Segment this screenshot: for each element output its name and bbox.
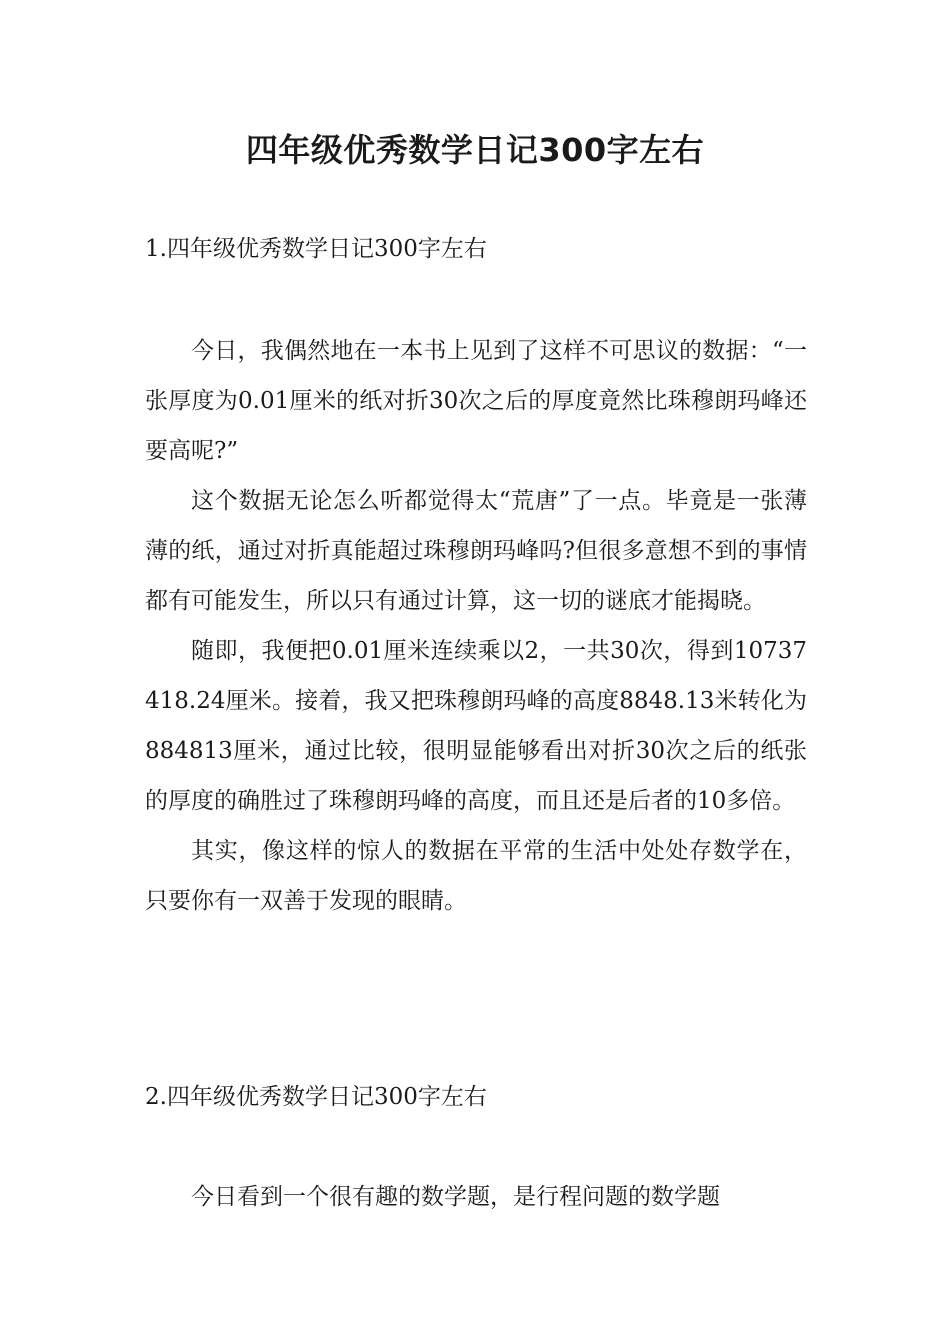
paragraph: 这个数据无论怎么听都觉得太“荒唐”了一点。毕竟是一张薄薄的纸，通过对折真能超过珠穆朗玛峰吗?但很多意想不到的事情都有可能发生，所以只有通过计算，这一切的谜底才能揭晓。 [145,488,807,614]
section-heading-1: 1.四年级优秀数学日记300字左右 [145,236,487,262]
section-body-2 [145,1172,807,1222]
paragraph: 随即，我便把0.01厘米连续乘以2，一共30次，得到10737418.24厘米。接着，我又把珠穆朗玛峰的高度8848.13米转化为884813厘米，通过比较，很明显能够看出对折30次之后的纸张的厚度的确胜过了珠穆朗玛峰的高度，而且还是后者的10多倍。 [145,638,807,814]
section-body-1 [145,326,807,926]
paragraph: 今日，我偶然地在一本书上见到了这样不可思议的数据：“一张厚度为0.01厘米的纸对折30次之后的厚度竟然比珠穆朗玛峰还要高呢?” [145,338,807,464]
section-heading-2: 2.四年级优秀数学日记300字左右 [145,1084,487,1110]
paragraph: 今日看到一个很有趣的数学题，是行程问题的数学题 [191,1184,720,1210]
document-title: 四年级优秀数学日记300字左右 [245,131,705,169]
paragraph: 其实，像这样的惊人的数据在平常的生活中处处存数学在，只要你有一双善于发现的眼睛。 [145,838,807,914]
